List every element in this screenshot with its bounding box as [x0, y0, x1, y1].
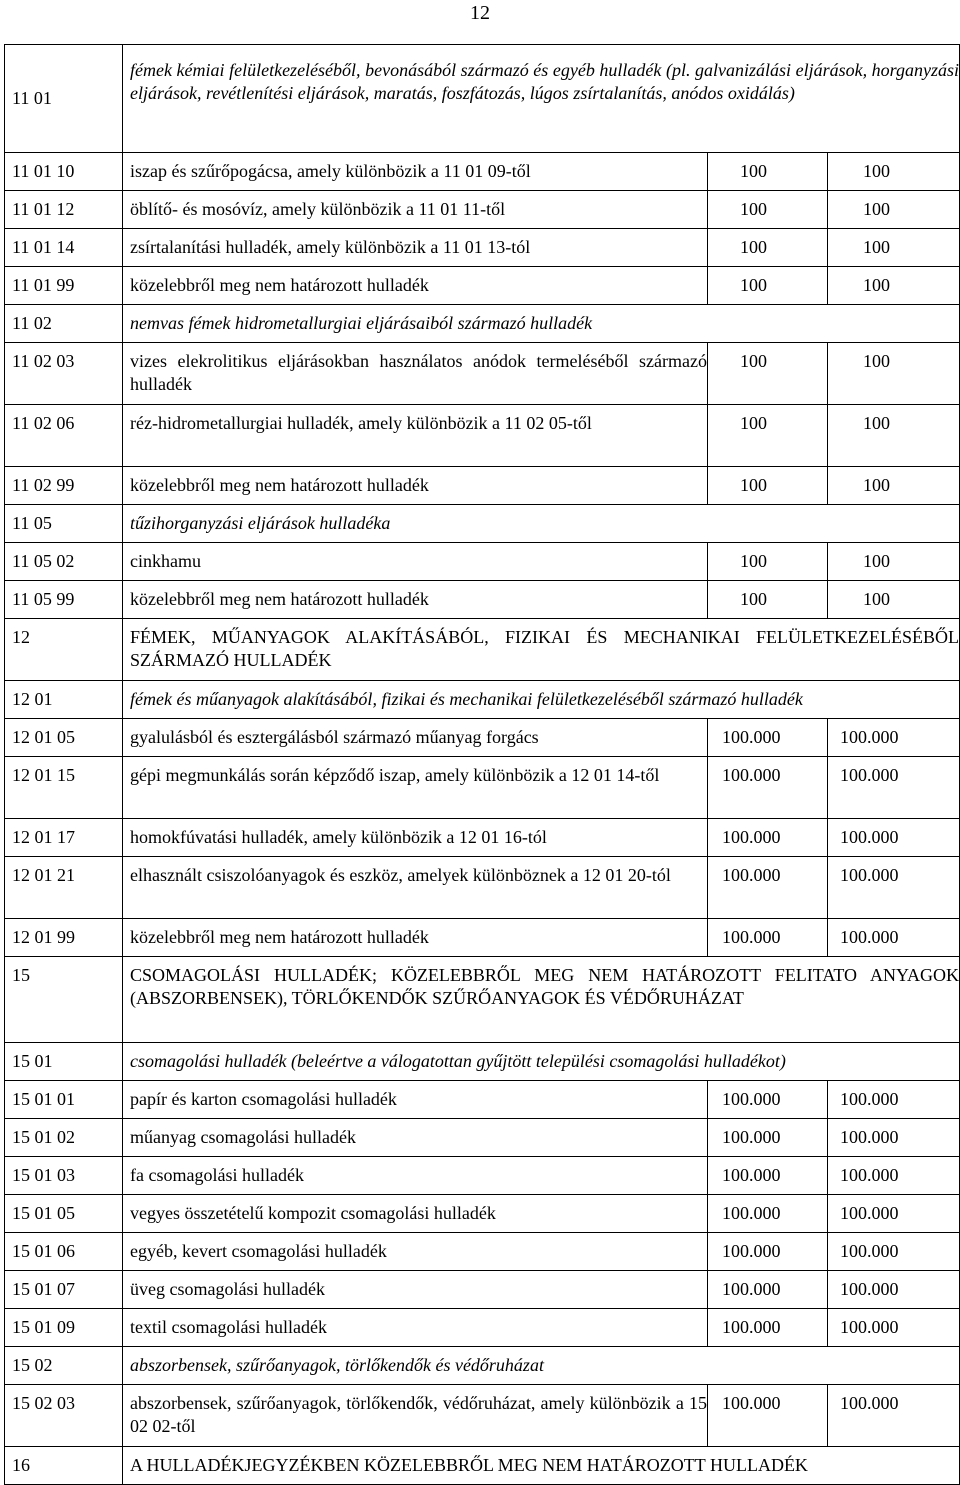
description-cell: közelebbről meg nem határozott hulladék [123, 267, 708, 305]
description-cell: homokfúvatási hulladék, amely különbözik a 12 01 16-tól [123, 819, 708, 857]
table-row [5, 719, 960, 757]
waste-code-cell: 11 02 03 [5, 343, 123, 405]
quantity-value-2: 100.000 [828, 1195, 960, 1233]
description-cell: vizes elekrolitikus eljárásokban használatos anódok termeléséből származó hulladék [123, 343, 708, 405]
quantity-value-1: 100.000 [708, 857, 828, 919]
quantity-value-2: 100 [828, 405, 960, 467]
table-row [5, 857, 960, 919]
table-row [5, 581, 960, 619]
waste-code-cell: 15 01 03 [5, 1157, 123, 1195]
quantity-value-1: 100 [708, 467, 828, 505]
waste-code-cell: 11 05 99 [5, 581, 123, 619]
quantity-value-1: 100 [708, 153, 828, 191]
description-cell: elhasznált csiszolóanyagok és eszköz, amelyek különböznek a 12 01 20-tól [123, 857, 708, 919]
description-cell: cinkhamu [123, 543, 708, 581]
description-cell: csomagolási hulladék (beleértve a válogatottan gyűjtött települési csomagolási hulladékot) [123, 1043, 960, 1081]
quantity-value-1: 100.000 [708, 1385, 828, 1447]
table-row [5, 153, 960, 191]
quantity-value-1: 100 [708, 343, 828, 405]
chapter-row [5, 619, 960, 681]
table-row [5, 229, 960, 267]
quantity-value-2: 100.000 [828, 1119, 960, 1157]
waste-code-cell: 12 01 05 [5, 719, 123, 757]
description-cell: réz-hidrometallurgiai hulladék, amely különbözik a 11 02 05-től [123, 405, 708, 467]
table-row [5, 191, 960, 229]
waste-code-cell: 11 05 [5, 505, 123, 543]
quantity-value-1: 100.000 [708, 757, 828, 819]
quantity-value-2: 100.000 [828, 1233, 960, 1271]
quantity-value-1: 100 [708, 543, 828, 581]
waste-code-cell: 12 01 99 [5, 919, 123, 957]
table-row [5, 267, 960, 305]
chapter-row [5, 1447, 960, 1485]
description-cell: közelebbről meg nem határozott hulladék [123, 581, 708, 619]
table-row [5, 1119, 960, 1157]
quantity-value-1: 100.000 [708, 1157, 828, 1195]
description-cell: abszorbensek, szűrőanyagok, törlőkendők, védőruházat, amely különbözik a 15 02 02-től [123, 1385, 708, 1447]
description-cell: műanyag csomagolási hulladék [123, 1119, 708, 1157]
group-row [5, 305, 960, 343]
chapter-row [5, 957, 960, 1043]
waste-code-cell: 11 01 [5, 45, 123, 153]
table-row [5, 343, 960, 405]
description-cell: nemvas fémek hidrometallurgiai eljárásaiból származó hulladék [123, 305, 960, 343]
quantity-value-2: 100.000 [828, 819, 960, 857]
description-cell: textil csomagolási hulladék [123, 1309, 708, 1347]
quantity-value-2: 100.000 [828, 1271, 960, 1309]
quantity-value-1: 100.000 [708, 1271, 828, 1309]
waste-code-cell: 15 [5, 957, 123, 1043]
quantity-value-1: 100.000 [708, 919, 828, 957]
description-cell: gyalulásból és esztergálásból származó műanyag forgács [123, 719, 708, 757]
table-row [5, 543, 960, 581]
group-row [5, 1347, 960, 1385]
table-row [5, 1081, 960, 1119]
waste-code-cell: 15 01 06 [5, 1233, 123, 1271]
description-cell: abszorbensek, szűrőanyagok, törlőkendők és védőruházat [123, 1347, 960, 1385]
table-row [5, 919, 960, 957]
group-row [5, 681, 960, 719]
waste-code-cell: 12 [5, 619, 123, 681]
waste-code-cell: 11 01 14 [5, 229, 123, 267]
description-cell: egyéb, kevert csomagolási hulladék [123, 1233, 708, 1271]
quantity-value-2: 100.000 [828, 1385, 960, 1447]
table-row [5, 1233, 960, 1271]
page-number: 12 [470, 2, 490, 24]
waste-code-cell: 11 05 02 [5, 543, 123, 581]
table-row [5, 757, 960, 819]
table-row [5, 1309, 960, 1347]
waste-code-cell: 11 01 10 [5, 153, 123, 191]
waste-code-cell: 15 01 09 [5, 1309, 123, 1347]
waste-code-cell: 15 01 [5, 1043, 123, 1081]
waste-code-cell: 15 01 02 [5, 1119, 123, 1157]
description-cell: iszap és szűrőpogácsa, amely különbözik a 11 01 09-től [123, 153, 708, 191]
waste-code-cell: 11 01 99 [5, 267, 123, 305]
description-cell: gépi megmunkálás során képződő iszap, amely különbözik a 12 01 14-től [123, 757, 708, 819]
description-cell: CSOMAGOLÁSI HULLADÉK; KÖZELEBBRŐL MEG NEM HATÁROZOTT FELITATO ANYAGOK (ABSZORBENSEK), TÖRLŐKENDŐK SZŰRŐANYAGOK ÉS VÉDŐRUHÁZAT [123, 957, 960, 1043]
group-row [5, 45, 960, 153]
quantity-value-1: 100.000 [708, 819, 828, 857]
description-cell: fa csomagolási hulladék [123, 1157, 708, 1195]
table-row [5, 819, 960, 857]
waste-code-cell: 15 01 05 [5, 1195, 123, 1233]
waste-code-cell: 11 02 [5, 305, 123, 343]
description-cell: papír és karton csomagolási hulladék [123, 1081, 708, 1119]
group-row [5, 1043, 960, 1081]
waste-code-cell: 11 01 12 [5, 191, 123, 229]
group-row [5, 505, 960, 543]
waste-code-cell: 12 01 [5, 681, 123, 719]
quantity-value-1: 100 [708, 191, 828, 229]
table-row [5, 1157, 960, 1195]
quantity-value-2: 100 [828, 229, 960, 267]
quantity-value-1: 100 [708, 405, 828, 467]
quantity-value-2: 100.000 [828, 857, 960, 919]
quantity-value-2: 100.000 [828, 757, 960, 819]
quantity-value-1: 100.000 [708, 1119, 828, 1157]
quantity-value-2: 100 [828, 581, 960, 619]
waste-code-cell: 11 02 99 [5, 467, 123, 505]
description-cell: közelebbről meg nem határozott hulladék [123, 467, 708, 505]
description-cell: fémek kémiai felületkezeléséből, bevonásából származó és egyéb hulladék (pl. galvanizálási eljárások, horganyzási eljárások, revétlenítési eljárások, maratás, foszfátozás, lúgos zsírtalanítás, anódos oxidálás) [123, 45, 960, 153]
quantity-value-1: 100.000 [708, 1081, 828, 1119]
quantity-value-2: 100.000 [828, 719, 960, 757]
description-cell: A HULLADÉKJEGYZÉKBEN KÖZELEBBRŐL MEG NEM HATÁROZOTT HULLADÉK [123, 1447, 960, 1485]
waste-code-cell: 15 02 [5, 1347, 123, 1385]
quantity-value-2: 100 [828, 343, 960, 405]
quantity-value-1: 100.000 [708, 1195, 828, 1233]
table-row [5, 1271, 960, 1309]
table-row [5, 1195, 960, 1233]
quantity-value-1: 100 [708, 267, 828, 305]
description-cell: fémek és műanyagok alakításából, fizikai és mechanikai felületkezeléséből származó hulladék [123, 681, 960, 719]
waste-code-cell: 12 01 21 [5, 857, 123, 919]
quantity-value-2: 100 [828, 267, 960, 305]
waste-code-cell: 12 01 17 [5, 819, 123, 857]
quantity-value-2: 100.000 [828, 919, 960, 957]
table-row [5, 1385, 960, 1447]
quantity-value-2: 100 [828, 467, 960, 505]
description-cell: FÉMEK, MŰANYAGOK ALAKÍTÁSÁBÓL, FIZIKAI ÉS MECHANIKAI FELÜLETKEZELÉSÉBŐL SZÁRMAZÓ HULLADÉK [123, 619, 960, 681]
description-cell: zsírtalanítási hulladék, amely különbözik a 11 01 13-tól [123, 229, 708, 267]
description-cell: közelebbről meg nem határozott hulladék [123, 919, 708, 957]
quantity-value-2: 100 [828, 191, 960, 229]
waste-code-cell: 16 [5, 1447, 123, 1485]
description-cell: vegyes összetételű kompozit csomagolási hulladék [123, 1195, 708, 1233]
waste-code-cell: 15 01 01 [5, 1081, 123, 1119]
quantity-value-1: 100.000 [708, 1233, 828, 1271]
description-cell: öblítő- és mosóvíz, amely különbözik a 11 01 11-től [123, 191, 708, 229]
quantity-value-1: 100 [708, 229, 828, 267]
quantity-value-1: 100.000 [708, 719, 828, 757]
table-row [5, 467, 960, 505]
quantity-value-2: 100.000 [828, 1081, 960, 1119]
quantity-value-2: 100.000 [828, 1157, 960, 1195]
quantity-value-2: 100 [828, 543, 960, 581]
waste-code-cell: 12 01 15 [5, 757, 123, 819]
waste-code-cell: 11 02 06 [5, 405, 123, 467]
quantity-value-1: 100.000 [708, 1309, 828, 1347]
description-cell: tűzihorganyzási eljárások hulladéka [123, 505, 960, 543]
description-cell: üveg csomagolási hulladék [123, 1271, 708, 1309]
table-row [5, 405, 960, 467]
quantity-value-2: 100 [828, 153, 960, 191]
quantity-value-1: 100 [708, 581, 828, 619]
waste-code-cell: 15 02 03 [5, 1385, 123, 1447]
waste-code-table [4, 44, 960, 1485]
waste-code-cell: 15 01 07 [5, 1271, 123, 1309]
quantity-value-2: 100.000 [828, 1309, 960, 1347]
